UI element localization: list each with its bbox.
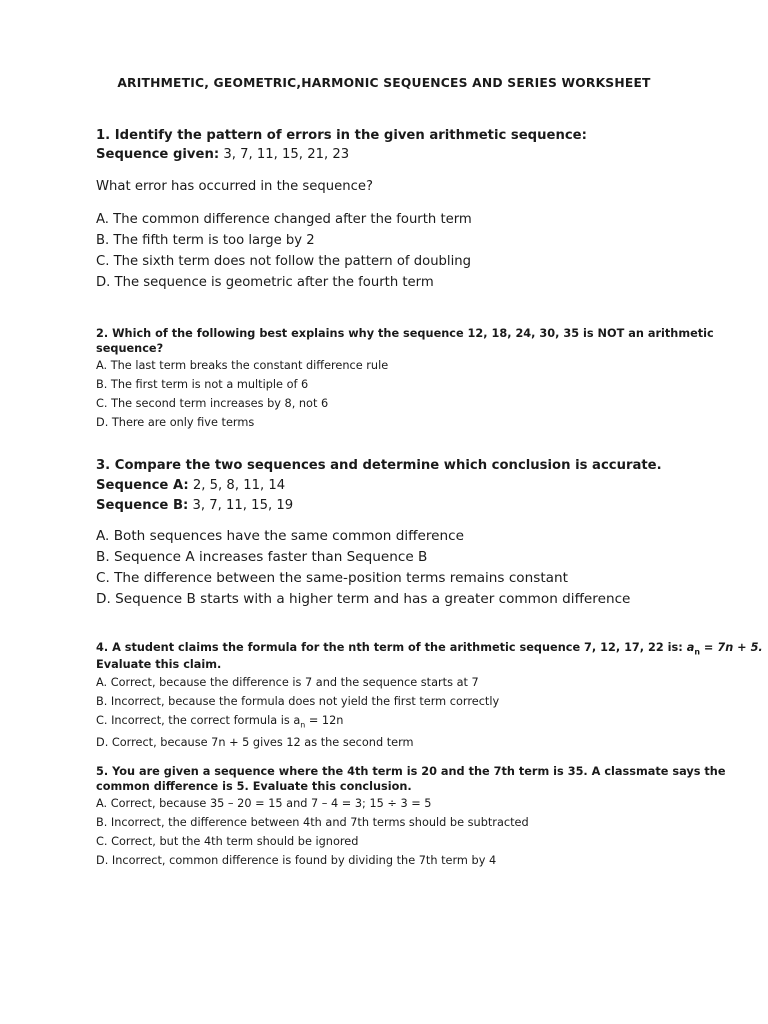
sequence-a-value: 2, 5, 8, 11, 14	[188, 478, 286, 493]
option-b: B. The fifth term is too large by 2	[96, 233, 315, 248]
option-a: A. The last term breaks the constant difference rule	[96, 359, 389, 372]
option-a: A. Both sequences have the same common difference	[96, 528, 464, 544]
option-b: B. Incorrect, because the formula does not yield the first term correctly	[96, 695, 500, 709]
question-1	[96, 128, 696, 290]
option-c: C. The difference between the same-position terms remains constant	[96, 570, 568, 586]
formula-sub: n	[694, 647, 700, 657]
option-a: A. Correct, because 35 – 20 = 15 and 7 – 4 = 3; 15 ÷ 3 = 5	[96, 797, 432, 810]
question-4-text: 4. A student claims the formula for the nth term of the arithmetic sequence 7, 12, 17, 22 is:	[96, 641, 687, 654]
option-b: B. Sequence A increases faster than Sequence B	[96, 549, 428, 565]
sequence-b-label: Sequence B:	[96, 498, 189, 513]
option-c: C. The second term increases by 8, not 6	[96, 397, 329, 410]
question-4	[96, 641, 763, 749]
option-c: C. The sixth term does not follow the pattern of doubling	[96, 254, 471, 269]
option-d: D. There are only five terms	[96, 416, 255, 429]
given-value: 3, 7, 11, 15, 21, 23	[219, 147, 350, 162]
option-d: D. Sequence B starts with a higher term and has a greater common difference	[96, 591, 631, 607]
question-1-given	[96, 147, 696, 162]
question-4-text-line1	[96, 641, 763, 657]
question-2	[96, 327, 714, 429]
question-1-text: 1. Identify the pattern of errors in the given arithmetic sequence:	[96, 128, 587, 143]
question-2-options	[96, 359, 696, 429]
question-2-text-line1: 2. Which of the following best explains why the sequence 12, 18, 24, 30, 35 is NOT an arithmetic	[96, 327, 714, 340]
question-3	[96, 458, 696, 607]
given-label: Sequence given:	[96, 147, 220, 162]
question-4-options	[96, 676, 696, 748]
option-c-text: C. Incorrect, the correct formula is a	[96, 714, 301, 728]
option-b: B. Incorrect, the difference between 4th and 7th terms should be subtracted	[96, 816, 529, 829]
question-5	[96, 765, 726, 867]
sequence-a	[96, 478, 696, 493]
option-c-rest: = 12n	[305, 714, 344, 728]
question-3-options	[96, 528, 696, 607]
question-3-text: 3. Compare the two sequences and determine which conclusion is accurate.	[96, 458, 662, 473]
option-c-sub: n	[300, 720, 306, 730]
sequence-a-label: Sequence A:	[96, 478, 189, 493]
sequence-b-value: 3, 7, 11, 15, 19	[188, 498, 294, 513]
question-2-text-line2: sequence?	[96, 342, 164, 355]
formula-a: a	[686, 641, 695, 654]
question-5-options	[96, 797, 696, 867]
option-b: B. The first term is not a multiple of 6	[96, 378, 309, 391]
question-1-prompt: What error has occurred in the sequence?	[96, 179, 373, 194]
worksheet-title: ARITHMETIC, GEOMETRIC,HARMONIC SEQUENCES AND SERIES WORKSHEET	[117, 76, 651, 90]
sequence-b	[96, 498, 696, 513]
question-1-options	[96, 212, 696, 290]
option-a: A. The common difference changed after the fourth term	[96, 212, 472, 227]
formula-rest: = 7n + 5.	[700, 641, 763, 654]
option-d: D. Incorrect, common difference is found by dividing the 7th term by 4	[96, 854, 497, 867]
option-a: A. Correct, because the difference is 7 and the sequence starts at 7	[96, 676, 479, 690]
option-c: C. Correct, but the 4th term should be ignored	[96, 835, 359, 848]
option-d: D. Correct, because 7n + 5 gives 12 as the second term	[96, 735, 414, 749]
question-4-text-line2: Evaluate this claim.	[96, 658, 222, 672]
option-d: D. The sequence is geometric after the fourth term	[96, 275, 434, 290]
question-5-text-line1: 5. You are given a sequence where the 4th term is 20 and the 7th term is 35. A classmate says the	[96, 765, 726, 778]
option-c	[96, 714, 696, 729]
question-5-text-line2: common difference is 5. Evaluate this conclusion.	[96, 780, 412, 793]
